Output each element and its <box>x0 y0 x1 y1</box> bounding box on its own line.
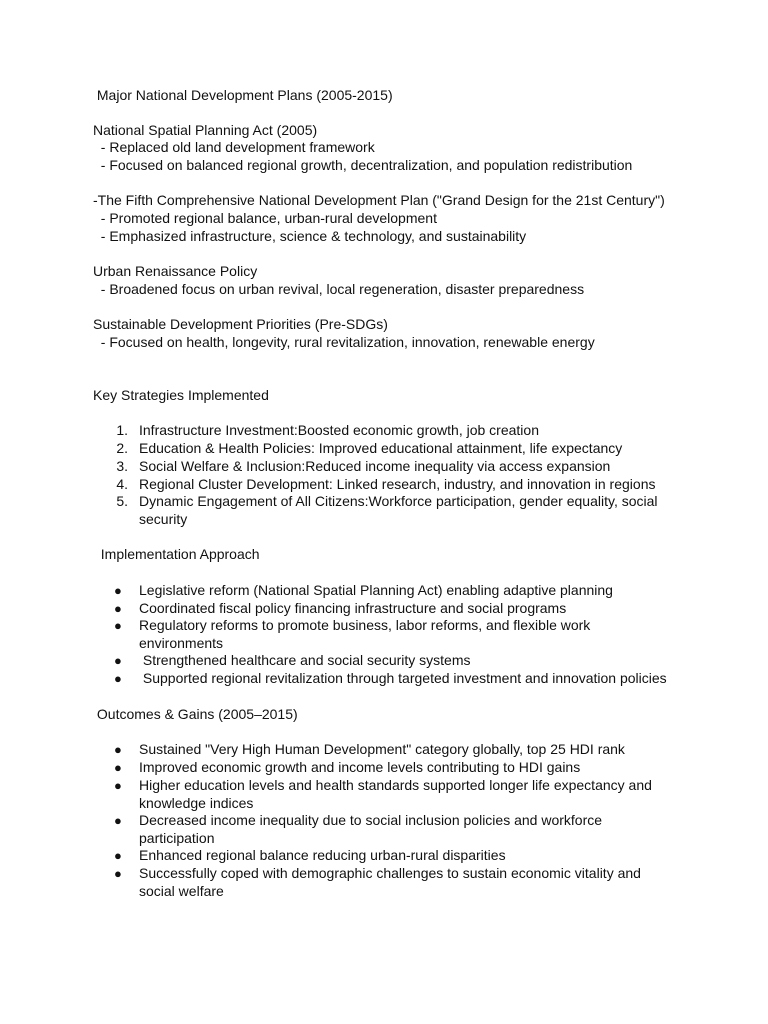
list-number: 2. <box>116 440 128 456</box>
list-item-text: Supported regional revitalization through targeted investment and innovation policies <box>139 670 667 686</box>
plan-heading-fifth-comprehensive-plan: -The Fifth Comprehensive National Development Plan ("Grand Design for the 21st Century") <box>93 192 665 208</box>
plan-point: - Broadened focus on urban revival, local regeneration, disaster preparedness <box>93 281 585 297</box>
bullet-icon: ● <box>114 742 122 757</box>
plan-point: - Promoted regional balance, urban-rural development <box>93 210 437 226</box>
bullet-icon: ● <box>114 601 122 616</box>
bullet-icon: ● <box>114 583 122 598</box>
plan-heading-spatial-planning-act: National Spatial Planning Act (2005) <box>93 122 318 138</box>
list-item-text: Coordinated fiscal policy financing infrastructure and social programs <box>139 600 567 616</box>
list-item-text: Regulatory reforms to promote business, labor reforms, and flexible work environments <box>139 617 591 651</box>
list-item-text: Decreased income inequality due to social inclusion policies and workforce participation <box>139 812 603 846</box>
bullet-icon: ● <box>114 778 122 793</box>
list-number: 1. <box>116 422 128 438</box>
document-title: Major National Development Plans (2005-2015) <box>93 87 393 103</box>
list-item-text: Sustained "Very High Human Development" category globally, top 25 HDI rank <box>139 741 625 757</box>
bullet-icon: ● <box>114 848 122 863</box>
list-number: 5. <box>116 493 128 509</box>
plan-point: - Focused on health, longevity, rural revitalization, innovation, renewable energy <box>93 334 595 350</box>
list-item-text: Dynamic Engagement of All Citizens:Workforce participation, gender equality, social security <box>139 493 658 527</box>
plan-point: - Replaced old land development framework <box>93 139 375 155</box>
section-heading-outcomes-gains: Outcomes & Gains (2005–2015) <box>93 706 298 722</box>
list-item-text: Infrastructure Investment:Boosted economic growth, job creation <box>139 422 539 438</box>
list-item-text: Education & Health Policies: Improved educational attainment, life expectancy <box>139 440 623 456</box>
list-item-text: Strengthened healthcare and social security systems <box>139 652 471 668</box>
list-number: 3. <box>116 458 128 474</box>
list-item-text: Higher education levels and health standards supported longer life expectancy and knowledge indices <box>139 777 652 811</box>
list-item-text: Improved economic growth and income levels contributing to HDI gains <box>139 759 581 775</box>
list-item-text: Enhanced regional balance reducing urban-rural disparities <box>139 847 506 863</box>
bullet-icon: ● <box>114 671 122 686</box>
plan-point: - Emphasized infrastructure, science & technology, and sustainability <box>93 228 527 244</box>
plan-heading-sustainable-development: Sustainable Development Priorities (Pre-SDGs) <box>93 316 388 332</box>
list-item-text: Successfully coped with demographic challenges to sustain economic vitality and social welfare <box>139 865 641 899</box>
bullet-icon: ● <box>114 618 122 633</box>
bullet-icon: ● <box>114 653 122 668</box>
section-heading-implementation-approach: Implementation Approach <box>93 546 260 562</box>
list-item-text: Legislative reform (National Spatial Planning Act) enabling adaptive planning <box>139 582 613 598</box>
plan-heading-urban-renaissance: Urban Renaissance Policy <box>93 263 258 279</box>
list-number: 4. <box>116 476 128 492</box>
bullet-icon: ● <box>114 760 122 775</box>
list-item-text: Social Welfare & Inclusion:Reduced income inequality via access expansion <box>139 458 611 474</box>
bullet-icon: ● <box>114 813 122 828</box>
bullet-icon: ● <box>114 866 122 881</box>
list-item-text: Regional Cluster Development: Linked research, industry, and innovation in regions <box>139 476 656 492</box>
plan-point: - Focused on balanced regional growth, decentralization, and population redistribution <box>93 157 633 173</box>
section-heading-key-strategies: Key Strategies Implemented <box>93 387 269 403</box>
